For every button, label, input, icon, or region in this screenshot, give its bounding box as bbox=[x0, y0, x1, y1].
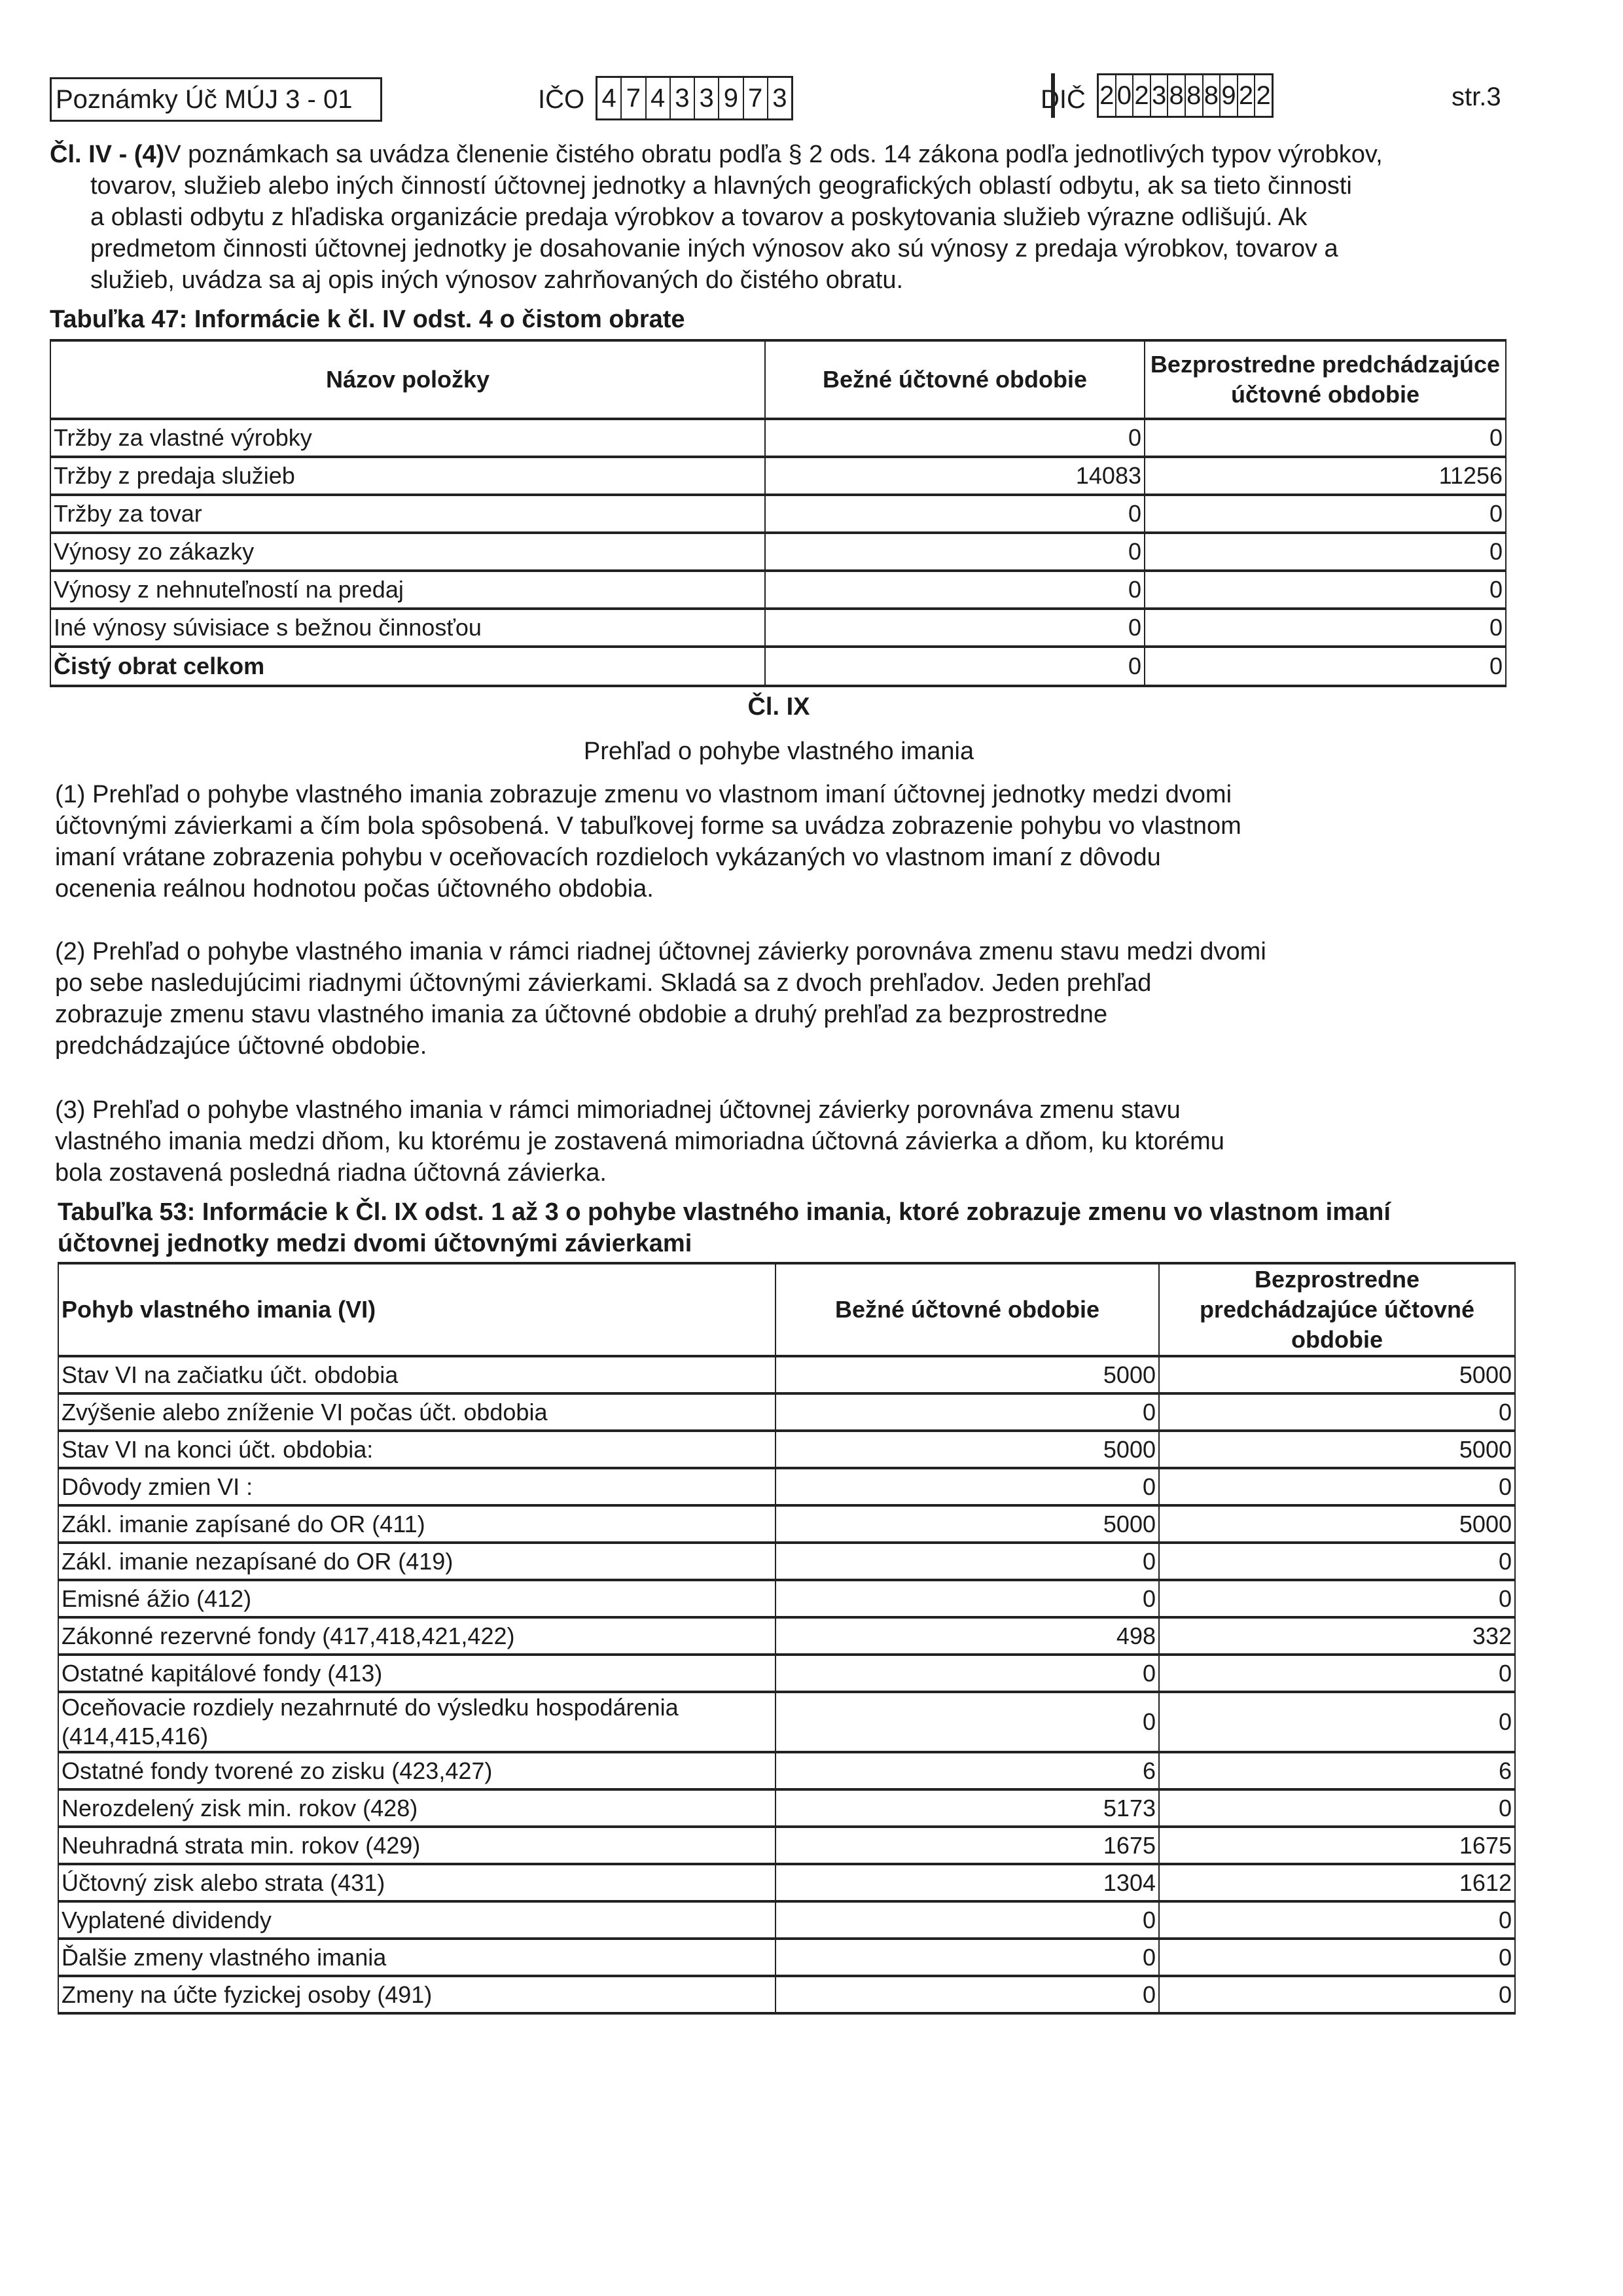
table-row bbox=[50, 533, 1506, 571]
row-previous: 6 bbox=[1159, 1752, 1515, 1789]
col-header-current: Bežné účtovné obdobie bbox=[765, 340, 1145, 419]
text-line: predchádzajúce účtovné obdobie. bbox=[55, 1032, 427, 1060]
row-name: Oceňovacie rozdiely nezahrnuté do výsledku hospodárenia (414,415,416) bbox=[58, 1692, 776, 1752]
row-previous: 0 bbox=[1159, 1976, 1515, 2013]
row-previous: 0 bbox=[1145, 495, 1506, 533]
table47 bbox=[50, 339, 1507, 687]
col-header-previous: Bezprostredne predchádzajúce účtovné obdobie bbox=[1159, 1263, 1515, 1356]
row-name: Neuhradná strata min. rokov (429) bbox=[58, 1827, 776, 1864]
table-row bbox=[58, 1692, 1515, 1752]
dic-digit: 9 bbox=[1221, 75, 1238, 116]
row-current: 0 bbox=[776, 1939, 1159, 1976]
row-current: 0 bbox=[776, 1901, 1159, 1939]
table53-title bbox=[58, 1196, 1563, 1259]
row-name: Účtovný zisk alebo strata (431) bbox=[58, 1864, 776, 1901]
row-current: 0 bbox=[776, 1976, 1159, 2013]
row-name: Zákl. imanie zapísané do OR (411) bbox=[58, 1505, 776, 1543]
dic-digit: 8 bbox=[1204, 75, 1221, 116]
text-line: bola zostavená posledná riadna účtovná závierka. bbox=[55, 1159, 607, 1187]
ico-digit: 7 bbox=[744, 78, 768, 118]
row-current: 0 bbox=[776, 1655, 1159, 1692]
ico-digit: 7 bbox=[622, 78, 646, 118]
row-previous: 0 bbox=[1145, 647, 1506, 686]
table-row-total bbox=[50, 647, 1506, 686]
row-previous: 0 bbox=[1145, 533, 1506, 571]
dic-label: DIČ bbox=[1041, 85, 1086, 114]
row-name: Ďalšie zmeny vlastného imania bbox=[58, 1939, 776, 1976]
section-iv-lead: Čl. IV - (4) bbox=[50, 141, 165, 168]
spacer bbox=[1051, 73, 1055, 118]
dic-digit: 2 bbox=[1133, 75, 1151, 116]
row-current: 0 bbox=[776, 1393, 1159, 1431]
row-previous: 0 bbox=[1159, 1901, 1515, 1939]
row-current: 5000 bbox=[776, 1431, 1159, 1468]
row-previous: 0 bbox=[1159, 1393, 1515, 1431]
form-label: Poznámky Úč MÚJ 3 - 01 bbox=[56, 85, 353, 114]
row-current: 5000 bbox=[776, 1505, 1159, 1543]
row-current: 0 bbox=[765, 533, 1145, 571]
table-row bbox=[50, 457, 1506, 495]
row-current: 5000 bbox=[776, 1356, 1159, 1393]
table-row bbox=[58, 1617, 1515, 1655]
text-line: (2) Prehľad o pohybe vlastného imania v rámci riadnej účtovnej závierky porovnáva zmenu stavu medzi dvomi bbox=[55, 938, 1266, 965]
table-row bbox=[50, 495, 1506, 533]
row-name: Čistý obrat celkom bbox=[50, 647, 765, 686]
text-line: a oblasti odbytu z hľadiska organizácie predaja výrobkov a tovarov a poskytovania služieb výrazne odlišujú. Ak bbox=[90, 204, 1308, 231]
row-name: Zvýšenie alebo zníženie VI počas účt. obdobia bbox=[58, 1393, 776, 1431]
ico-field bbox=[596, 76, 793, 120]
col-header-current: Bežné účtovné obdobie bbox=[776, 1263, 1159, 1356]
text-line: ocenenia reálnou hodnotou počas účtovného obdobia. bbox=[55, 875, 654, 903]
row-name: Tržby z predaja služieb bbox=[50, 457, 765, 495]
row-name: Výnosy zo zákazky bbox=[50, 533, 765, 571]
row-name: Stav VI na konci účt. obdobia: bbox=[58, 1431, 776, 1468]
row-previous: 0 bbox=[1159, 1468, 1515, 1505]
text-line: tovarov, služieb alebo iných činností účtovnej jednotky a hlavných geografických oblastí odbytu, ak sa tieto činnosti bbox=[90, 172, 1352, 200]
text-line: účtovnými závierkami a čím bola spôsobená. V tabuľkovej forme sa uvádza zobrazenie pohybu vo vlastnom bbox=[55, 812, 1241, 840]
dic-digit: 2 bbox=[1238, 75, 1256, 116]
table-row bbox=[50, 609, 1506, 647]
col-header-previous: Bezprostredne predchádzajúce účtovné obdobie bbox=[1145, 340, 1506, 419]
row-previous: 0 bbox=[1159, 1789, 1515, 1827]
row-current: 1304 bbox=[776, 1864, 1159, 1901]
table-row bbox=[50, 419, 1506, 457]
col-header-name: Pohyb vlastného imania (VI) bbox=[58, 1263, 776, 1356]
table-row bbox=[58, 1655, 1515, 1692]
row-name: Dôvody zmien VI : bbox=[58, 1468, 776, 1505]
row-name: Výnosy z nehnuteľností na predaj bbox=[50, 571, 765, 609]
text-line: predmetom činnosti účtovnej jednotky je dosahovanie iných výnosov ako sú výnosy z predaja výrobkov, tovarov a bbox=[90, 235, 1338, 262]
row-name: Ostatné fondy tvorené zo zisku (423,427) bbox=[58, 1752, 776, 1789]
row-current: 1675 bbox=[776, 1827, 1159, 1864]
title-line: účtovnej jednotky medzi dvomi účtovnými závierkami bbox=[58, 1230, 692, 1257]
table-row bbox=[58, 1580, 1515, 1617]
row-name: Nerozdelený zisk min. rokov (428) bbox=[58, 1789, 776, 1827]
text-line: služieb, uvádza sa aj opis iných výnosov zahrňovaných do čistého obratu. bbox=[90, 266, 904, 294]
row-current: 0 bbox=[765, 419, 1145, 457]
ico-label: IČO bbox=[538, 85, 585, 114]
text-line: imaní vrátane zobrazenia pohybu v oceňovacích rozdieloch vykázaných vo vlastnom imaní z dôvodu bbox=[55, 844, 1161, 871]
row-previous: 0 bbox=[1159, 1939, 1515, 1976]
row-name: Zákonné rezervné fondy (417,418,421,422) bbox=[58, 1617, 776, 1655]
ico-digit: 4 bbox=[597, 78, 622, 118]
row-previous: 332 bbox=[1159, 1617, 1515, 1655]
table-row bbox=[58, 1939, 1515, 1976]
row-current: 0 bbox=[776, 1580, 1159, 1617]
dic-digit: 2 bbox=[1256, 81, 1271, 110]
dic-digit: 0 bbox=[1116, 75, 1134, 116]
form-identifier bbox=[50, 77, 382, 122]
row-current: 0 bbox=[765, 609, 1145, 647]
table-row bbox=[58, 1393, 1515, 1431]
row-current: 498 bbox=[776, 1617, 1159, 1655]
paragraph-1 bbox=[55, 779, 1527, 905]
row-name: Stav VI na začiatku účt. obdobia bbox=[58, 1356, 776, 1393]
row-previous: 11256 bbox=[1145, 457, 1506, 495]
table53 bbox=[58, 1262, 1516, 2015]
row-name: Vyplatené dividendy bbox=[58, 1901, 776, 1939]
table-row bbox=[58, 1864, 1515, 1901]
row-name: Emisné ážio (412) bbox=[58, 1580, 776, 1617]
dic-digit: 3 bbox=[1151, 75, 1169, 116]
table-row bbox=[58, 1543, 1515, 1580]
row-name: Ostatné kapitálové fondy (413) bbox=[58, 1655, 776, 1692]
row-name: Tržby za vlastné výrobky bbox=[50, 419, 765, 457]
row-previous: 1675 bbox=[1159, 1827, 1515, 1864]
paragraph-2 bbox=[55, 936, 1527, 1062]
table-row bbox=[58, 1901, 1515, 1939]
section-ix-heading: Čl. IX bbox=[747, 693, 810, 721]
ico-digit: 4 bbox=[647, 78, 671, 118]
dic-digit: 2 bbox=[1099, 75, 1116, 116]
ico-digit: 3 bbox=[772, 84, 787, 113]
table47-title: Tabuľka 47: Informácie k čl. IV odst. 4 o čistom obrate bbox=[50, 306, 685, 333]
page-number: str.3 bbox=[1452, 82, 1501, 111]
paragraph-3 bbox=[55, 1094, 1527, 1189]
table-row bbox=[58, 1468, 1515, 1505]
dic-digit: 8 bbox=[1168, 75, 1186, 116]
text-line: vlastného imania medzi dňom, ku ktorému je zostavená mimoriadna účtovná závierka a dňom, ku ktorému bbox=[55, 1128, 1224, 1155]
text-line: (1) Prehľad o pohybe vlastného imania zobrazuje zmenu vo vlastnom imaní účtovnej jednotky medzi dvomi bbox=[55, 781, 1232, 808]
row-previous: 1612 bbox=[1159, 1864, 1515, 1901]
row-current: 0 bbox=[776, 1692, 1159, 1752]
title-line: Tabuľka 53: Informácie k Čl. IX odst. 1 až 3 o pohybe vlastného imania, ktoré zobrazuje zmenu vo vlastnom imaní bbox=[58, 1198, 1391, 1226]
text-line: po sebe nasledujúcimi riadnymi účtovnými závierkami. Skladá sa z dvoch prehľadov. Jeden prehľad bbox=[55, 969, 1152, 997]
section-iv-text bbox=[50, 139, 1555, 296]
table-row bbox=[50, 571, 1506, 609]
row-name: Zmeny na účte fyzickej osoby (491) bbox=[58, 1976, 776, 2013]
row-previous: 5000 bbox=[1159, 1505, 1515, 1543]
row-current: 5173 bbox=[776, 1789, 1159, 1827]
row-current: 0 bbox=[776, 1543, 1159, 1580]
table-row bbox=[58, 1505, 1515, 1543]
row-previous: 0 bbox=[1159, 1655, 1515, 1692]
table-row bbox=[58, 1356, 1515, 1393]
section-ix-subheading: Prehľad o pohybe vlastného imania bbox=[583, 738, 974, 765]
row-name: Iné výnosy súvisiace s bežnou činnosťou bbox=[50, 609, 765, 647]
row-current: 14083 bbox=[765, 457, 1145, 495]
text-line: V poznámkach sa uvádza členenie čistého obratu podľa § 2 ods. 14 zákona podľa jednotlivých typov výrobkov, bbox=[164, 141, 1383, 168]
ico-digit: 3 bbox=[671, 78, 695, 118]
table-row bbox=[58, 1976, 1515, 2013]
text-line: (3) Prehľad o pohybe vlastného imania v rámci mimoriadnej účtovnej závierky porovnáva zmenu stavu bbox=[55, 1096, 1181, 1124]
dic-field bbox=[1097, 73, 1274, 118]
row-current: 0 bbox=[765, 571, 1145, 609]
row-current: 0 bbox=[765, 495, 1145, 533]
col-header-name: Názov položky bbox=[50, 340, 765, 419]
row-current: 0 bbox=[765, 647, 1145, 686]
row-previous: 0 bbox=[1159, 1580, 1515, 1617]
row-previous: 0 bbox=[1159, 1692, 1515, 1752]
table-row bbox=[58, 1789, 1515, 1827]
table-row bbox=[58, 1431, 1515, 1468]
row-current: 6 bbox=[776, 1752, 1159, 1789]
row-name: Zákl. imanie nezapísané do OR (419) bbox=[58, 1543, 776, 1580]
row-previous: 0 bbox=[1145, 419, 1506, 457]
row-name: Tržby za tovar bbox=[50, 495, 765, 533]
table-row bbox=[58, 1827, 1515, 1864]
dic-digit: 8 bbox=[1186, 75, 1204, 116]
row-previous: 5000 bbox=[1159, 1431, 1515, 1468]
ico-digit: 9 bbox=[719, 78, 743, 118]
row-previous: 0 bbox=[1145, 609, 1506, 647]
table-row bbox=[58, 1752, 1515, 1789]
row-previous: 0 bbox=[1145, 571, 1506, 609]
row-current: 0 bbox=[776, 1468, 1159, 1505]
row-previous: 0 bbox=[1159, 1543, 1515, 1580]
text-line: zobrazuje zmenu stavu vlastného imania za účtovné obdobie a druhý prehľad za bezprostredne bbox=[55, 1001, 1108, 1028]
ico-digit: 3 bbox=[695, 78, 719, 118]
row-previous: 5000 bbox=[1159, 1356, 1515, 1393]
